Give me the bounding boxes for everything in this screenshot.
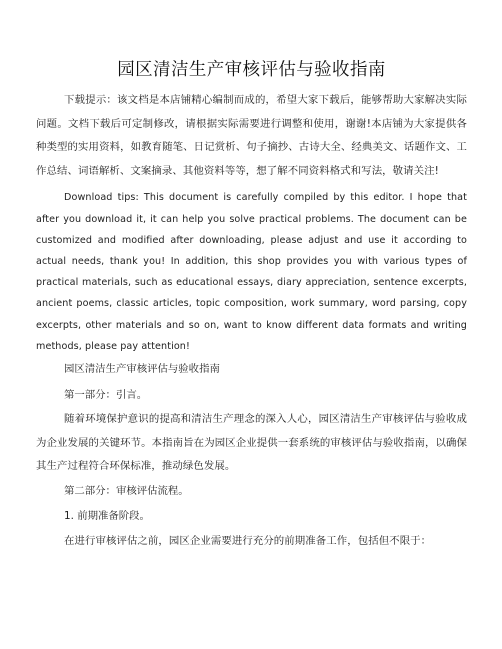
download-tip-english: Download tips: This document is carefully compiled by this editor. I hope that after you download it, it can help you solve practical problems. The document can be customized and modified after downloading, please adjust and use it according to actual needs, thank you! In addition, this shop provides you with various types of practical materials, such as educational essays, diary appreciation, sentence excerpts, ancient poems, classic articles, topic composition, work summary, word parsing, copy excerpts, other materials and so on, want to know different data formats and writing methods, please pay attention! <box>36 192 467 352</box>
document-title: 园区清洁生产审核评估与验收指南 <box>117 60 386 80</box>
part-one-heading: 第一部分：引言。 <box>64 388 148 401</box>
part-two-heading: 第二部分：审核评估流程。 <box>64 484 189 497</box>
step-one-heading: 1. 前期准备阶段。 <box>64 510 150 523</box>
step-one-paragraph: 在进行审核评估之前，园区企业需要进行充分的前期准备工作，包括但不限于： <box>64 534 432 547</box>
body-title: 园区清洁生产审核评估与验收指南 <box>64 363 220 375</box>
download-tip-chinese: 下载提示：该文档是本店铺精心编制而成的，希望大家下载后，能够帮助大家解决实际问题。文档下载后可定制修改，请根据实际需要进行调整和使用，谢谢!本店铺为大家提供各种类型的实用资料，如教育随笔、日记赏析、句子摘抄、古诗大全、经典美文、话题作文、工作总结、词语解析、文案摘录、其他资料等等，想了解不同资料格式和写法，敬请关注! <box>36 94 467 177</box>
part-one-paragraph: 随着环境保护意识的提高和清洁生产理念的深入人心，园区清洁生产审核评估与验收成为企业发展的关键环节。本指南旨在为园区企业提供一套系统的审核评估与验收指南，以确保其生产过程符合环保标准，推动绿色发展。 <box>36 413 467 473</box>
